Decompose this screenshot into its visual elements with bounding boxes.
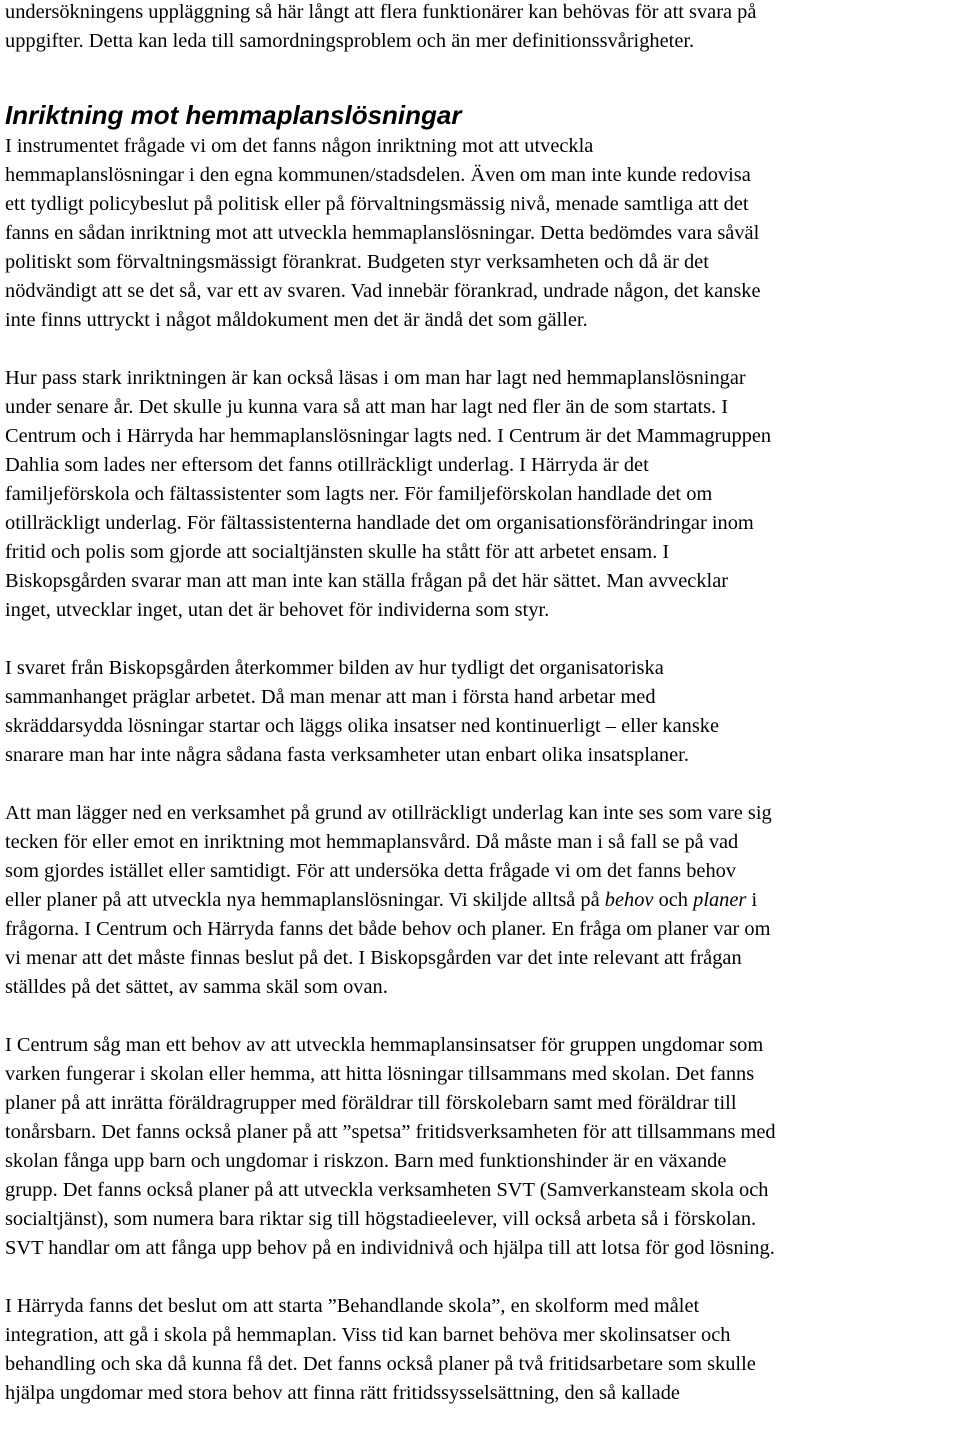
text-line: Biskopsgården svarar man att man inte kan ställa frågan på det här sättet. Man avvecklar: [5, 570, 729, 592]
text-line: I instrumentet frågade vi om det fanns någon inriktning mot att utveckla: [5, 135, 594, 157]
emphasis-planer: planer: [693, 889, 747, 911]
paragraph-5: [5, 1031, 960, 1263]
text-line: skolan fånga upp barn och ungdomar i riskzon. Barn med funktionshinder är en växande: [5, 1150, 727, 1172]
intro-paragraph: [5, 0, 960, 56]
text-line: hjälpa ungdomar med stora behov att finna rätt fritidssysselsättning, den så kallade: [5, 1382, 680, 1404]
text-line: Centrum och i Härryda har hemmaplanslösningar lagts ned. I Centrum är det Mammagruppen: [5, 425, 772, 447]
text-line: tecken för eller emot en inriktning mot hemmaplansvård. Då måste man i så fall se på vad: [5, 831, 739, 853]
text-line: varken fungerar i skolan eller hemma, att hitta lösningar tillsammans med skolan. Det fanns: [5, 1063, 755, 1085]
text-line: fritid och polis som gjorde att socialtjänsten skulle ha stått för att arbetet ensam. I: [5, 541, 670, 563]
paragraph-6: [5, 1292, 960, 1408]
text-line: Att man lägger ned en verksamhet på grund av otillräckligt underlag kan inte ses som vare sig: [5, 802, 772, 824]
text-line: frågorna. I Centrum och Härryda fanns det både behov och planer. En fråga om planer var om: [5, 918, 771, 940]
text-line: grupp. Det fanns också planer på att utveckla verksamheten SVT (Samverkansteam skola och: [5, 1179, 769, 1201]
text-line: vi menar att det måste finnas beslut på det. I Biskopsgården var det inte relevant att frågan: [5, 947, 742, 969]
text-line: familjeförskola och fältassistenter som lagts ner. För familjeförskolan handlade det om: [5, 483, 713, 505]
text-line: socialtjänst), som numera bara riktar sig till högstadieelever, vill också arbeta så i förskolan.: [5, 1208, 757, 1230]
text-line: politiskt som förvaltningsmässigt förankrat. Budgeten styr verksamheten och då är det: [5, 251, 709, 273]
text-line: snarare man har inte några sådana fasta verksamheter utan enbart olika insatsplaner.: [5, 744, 689, 766]
text-line: I Centrum såg man ett behov av att utveckla hemmaplansinsatser för gruppen ungdomar som: [5, 1034, 764, 1056]
text-line: uppgifter. Detta kan leda till samordningsproblem och än mer definitionssvårigheter.: [5, 30, 695, 52]
text-line: behandling och ska då kunna få det. Det fanns också planer på två fritidsarbetare som skulle: [5, 1353, 756, 1375]
text-line: Dahlia som lades ner eftersom det fanns otillräckligt underlag. I Härryda är det: [5, 454, 649, 476]
text-line: eller planer på att utveckla nya hemmaplanslösningar. Vi skiljde alltså på: [5, 889, 600, 911]
paragraph-3: [5, 654, 960, 770]
text-line: I Härryda fanns det beslut om att starta ”Behandlande skola”, en skolform med målet: [5, 1295, 700, 1317]
text-line: integration, att gå i skola på hemmaplan. Viss tid kan barnet behöva mer skolinsatser och: [5, 1324, 731, 1346]
text-fragment: och: [658, 889, 689, 911]
text-line: ett tydligt policybeslut på politisk eller på förvaltningsmässig nivå, menade samtliga att det: [5, 193, 749, 215]
text-line: SVT handlar om att fånga upp behov på en individnivå och hjälpa till att lotsa för god lösning.: [5, 1237, 775, 1259]
text-line: nödvändigt att se det så, var ett av svaren. Vad innebär förankrad, undrade någon, det kanske: [5, 280, 761, 302]
text-line: fanns en sådan inriktning mot att utveckla hemmaplanslösningar. Detta bedömdes vara såväl: [5, 222, 760, 244]
text-line: inte finns uttryckt i något måldokument men det är ändå det som gäller.: [5, 309, 588, 331]
paragraph-1: [5, 132, 960, 335]
text-line: otillräckligt underlag. För fältassistenterna handlade det om organisationsförändringar inom: [5, 512, 754, 534]
text-line: ställdes på det sättet, av samma skäl som ovan.: [5, 976, 388, 998]
section-heading: Inriktning mot hemmaplanslösningar: [5, 100, 462, 130]
text-line: under senare år. Det skulle ju kunna vara så att man har lagt ned fler än de som startats. I: [5, 396, 729, 418]
text-line: hemmaplanslösningar i den egna kommunen/stadsdelen. Även om man inte kunde redovisa: [5, 164, 751, 186]
text-line: undersökningens uppläggning så här långt att flera funktionärer kan behövas för att svara på: [5, 1, 757, 23]
text-line: skräddarsydda lösningar startar och läggs olika insatser ned kontinuerligt – eller kanske: [5, 715, 720, 737]
emphasis-behov: behov: [604, 889, 654, 911]
paragraph-4: [5, 799, 960, 1002]
text-fragment: i: [751, 889, 758, 911]
text-line: sammanhanget präglar arbetet. Då man menar att man i första hand arbetar med: [5, 686, 656, 708]
document-page: [5, 0, 960, 1408]
text-line: Hur pass stark inriktningen är kan också läsas i om man har lagt ned hemmaplanslösningar: [5, 367, 746, 389]
text-line: som gjordes istället eller samtidigt. För att undersöka detta frågade vi om det fanns behov: [5, 860, 737, 882]
text-line: I svaret från Biskopsgården återkommer bilden av hur tydligt det organisatoriska: [5, 657, 664, 679]
paragraph-2: [5, 364, 960, 625]
text-line: tonårsbarn. Det fanns också planer på att ”spetsa” fritidsverksamheten för att tillsammans med: [5, 1121, 776, 1143]
text-line: planer på att inrätta föräldragrupper med föräldrar till förskolebarn samt med föräldrar till: [5, 1092, 737, 1114]
text-line: inget, utvecklar inget, utan det är behovet för individerna som styr.: [5, 599, 550, 621]
